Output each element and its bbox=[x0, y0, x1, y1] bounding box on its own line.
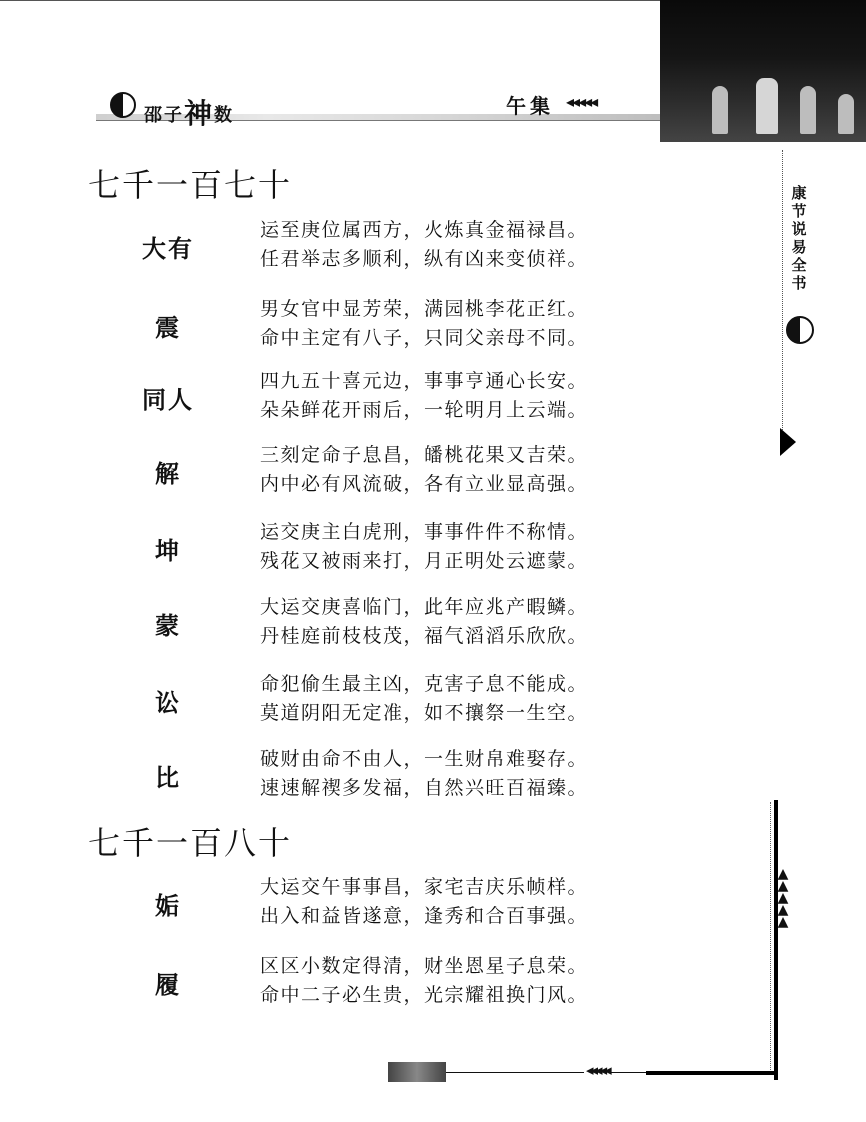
verse-entry bbox=[120, 670, 630, 730]
verse-line: 命犯偷生最主凶，克害子息不能成。 bbox=[260, 673, 589, 695]
verse-line: 出入和益皆遂意，逢秀和合百事强。 bbox=[260, 905, 589, 927]
hexagram-name: 姤 bbox=[155, 891, 181, 920]
hexagram-name: 震 bbox=[155, 313, 181, 342]
running-header bbox=[96, 88, 666, 130]
verse-line: 内中必有风流破，各有立业显高强。 bbox=[260, 473, 589, 495]
sidebar-series-title bbox=[784, 184, 814, 292]
verse-line: 朵朵鲜花开雨后，一轮明月上云端。 bbox=[260, 399, 589, 421]
footer-thick-rule bbox=[646, 1071, 778, 1075]
verse-line: 莫道阴阳无定准，如不攘祭一生空。 bbox=[260, 702, 589, 724]
verse-line: 速速解禊多发福，自然兴旺百福臻。 bbox=[260, 777, 589, 799]
sidebar-triangle-icon bbox=[780, 428, 796, 456]
verse-line: 四九五十喜元边，事事亨通心长安。 bbox=[260, 370, 589, 392]
sidebar-title-char: 易 bbox=[791, 238, 807, 256]
verse-entry bbox=[120, 216, 630, 276]
verse-entry bbox=[120, 295, 630, 355]
verse-line: 命中二子必生贵，光宗耀祖换门风。 bbox=[260, 984, 589, 1006]
footer-arrows: ◂◂◂◂◂ bbox=[586, 1061, 609, 1079]
photo-figure bbox=[800, 86, 816, 134]
book-title-part-a: 邵子 bbox=[144, 105, 184, 126]
verse-lines bbox=[260, 593, 588, 651]
sidebar-title-char: 全 bbox=[791, 256, 807, 274]
hexagram-name: 蒙 bbox=[155, 611, 181, 640]
verse-line: 运交庚主白虎刑，事事件件不称情。 bbox=[260, 521, 589, 543]
hexagram-name: 解 bbox=[155, 459, 181, 488]
hexagram-name: 坤 bbox=[155, 536, 181, 565]
sidebar-title-char: 节 bbox=[791, 202, 807, 220]
verse-line: 任君举志多顺利，纵有凶来变侦祥。 bbox=[260, 248, 589, 270]
verse-lines bbox=[260, 216, 588, 274]
verse-line: 大运交午事事昌，家宅吉庆乐帧样。 bbox=[260, 876, 589, 898]
top-rule bbox=[0, 0, 660, 1]
book-title-part-c: 数 bbox=[214, 105, 235, 126]
bracket-up-arrows-icon: ▲ ▲ ▲ ▲ ▲ bbox=[777, 866, 789, 930]
yin-yang-icon bbox=[110, 92, 136, 118]
hexagram-name: 大有 bbox=[142, 234, 194, 263]
photo-figure bbox=[712, 86, 728, 134]
hexagram-name: 同人 bbox=[142, 385, 194, 414]
corner-photo bbox=[660, 0, 866, 142]
verse-line: 男女官中显芳荣，满园桃李花正红。 bbox=[260, 298, 589, 320]
verse-line: 丹桂庭前枝枝茂，福气滔滔乐欣欣。 bbox=[260, 625, 589, 647]
group-heading: 七千一百八十 bbox=[88, 824, 293, 862]
verse-line: 区区小数定得清，财坐恩星子息荣。 bbox=[260, 955, 589, 977]
verse-lines bbox=[260, 441, 588, 499]
book-title-part-b: 神 bbox=[184, 97, 215, 130]
verse-entry bbox=[120, 593, 630, 653]
verse-line: 运至庚位属西方，火炼真金福禄昌。 bbox=[260, 219, 589, 241]
verse-entry bbox=[120, 367, 630, 427]
verse-lines bbox=[260, 873, 588, 931]
verse-entry bbox=[120, 952, 630, 1012]
bracket-dotted-rule bbox=[770, 802, 772, 1072]
verse-entry bbox=[120, 745, 630, 805]
sidebar-title-char: 说 bbox=[791, 220, 807, 238]
verse-lines bbox=[260, 295, 588, 353]
verse-line: 大运交庚喜临门，此年应兆产暇鳞。 bbox=[260, 596, 589, 618]
sidebar-yin-yang-icon bbox=[786, 316, 814, 344]
verse-lines bbox=[260, 745, 588, 803]
page-number-box bbox=[388, 1062, 446, 1082]
group-heading: 七千一百七十 bbox=[88, 166, 293, 204]
sidebar-title-char: 书 bbox=[791, 274, 807, 292]
verse-lines bbox=[260, 367, 588, 425]
book-title bbox=[144, 90, 234, 130]
verse-lines bbox=[260, 670, 588, 728]
verse-entry bbox=[120, 441, 630, 501]
photo-figure bbox=[838, 94, 854, 134]
verse-lines bbox=[260, 952, 588, 1010]
bracket-vertical-bar bbox=[774, 800, 778, 1080]
header-arrows: ◂◂◂◂◂ bbox=[566, 92, 597, 111]
verse-line: 三刻定命子息昌，皤桃花果又吉荣。 bbox=[260, 444, 589, 466]
photo-figure bbox=[756, 78, 778, 134]
verse-entry bbox=[120, 518, 630, 578]
section-label: 午集 bbox=[506, 94, 554, 118]
verse-line: 残花又被雨来打，月正明处云遮蒙。 bbox=[260, 550, 589, 572]
verse-line: 命中主定有八子，只同父亲母不同。 bbox=[260, 327, 589, 349]
hexagram-name: 履 bbox=[155, 970, 181, 999]
sidebar-title-char: 康 bbox=[791, 184, 807, 202]
hexagram-name: 比 bbox=[155, 763, 181, 792]
verse-entry bbox=[120, 873, 630, 933]
verse-line: 破财由命不由人，一生财帛难娶存。 bbox=[260, 748, 589, 770]
verse-lines bbox=[260, 518, 588, 576]
hexagram-name: 讼 bbox=[155, 688, 181, 717]
